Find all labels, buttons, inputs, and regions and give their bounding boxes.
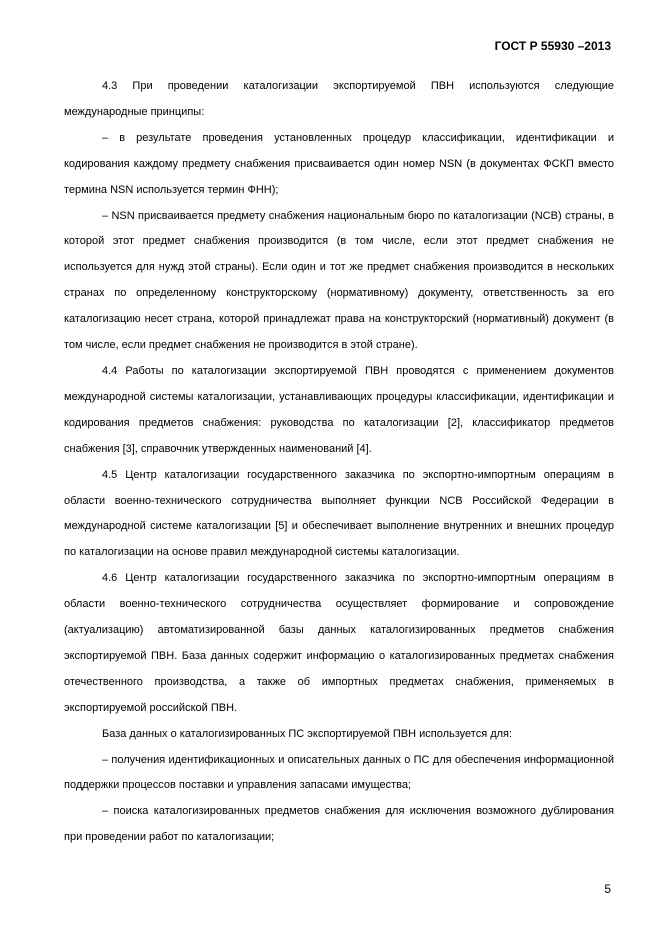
list-item: – получения идентификационных и описательных данных о ПС для обеспечения информационной поддержки процессов поставки и управления запасами имущества; (64, 753, 614, 792)
paragraph-database-usage: База данных о каталогизированных ПС экспортируемой ПВН используется для: (102, 727, 513, 740)
document-body (64, 74, 614, 851)
paragraph-4-4: 4.4 Работы по каталогизации экспортируемой ПВН проводятся с применением документов международной системы каталогизации, устанавливающих процедуры классификации, идентификации и кодирования предметов снабжения: руководства по каталогизации [2], классификатор предметов снабжения [3], справочник утвержденных наименований [4]. (64, 364, 614, 455)
page-number: 5 (604, 882, 611, 896)
document-header: ГОСТ Р 55930 –2013 (494, 39, 611, 53)
paragraph-4-5: 4.5 Центр каталогизации государственного заказчика по экспортно-импортным операциям в области военно-технического сотрудничества выполняет функции NCB Российской Федерации в международной системе каталогизации [5] и обеспечивает выполнение внутренних и внешних процедур по каталогизации на основе правил международной системы каталогизации. (64, 468, 614, 559)
list-item: – NSN присваивается предмету снабжения национальным бюро по каталогизации (NCB) страны, в которой этот предмет снабжения производится (в том числе, если этот предмет снабжения не используется для нужд этой страны). Если один и тот же предмет снабжения производится в нескольких странах по определенному конструкторскому (нормативному) документу, ответственность за его каталогизацию несет страна, которой принадлежат права на конструкторский (нормативный) документ (в том числе, если предмет снабжения не производится в этой стране). (64, 209, 614, 352)
list-item: – поиска каталогизированных предметов снабжения для исключения возможного дублирования при проведении работ по каталогизации; (64, 805, 614, 844)
paragraph-4-3: 4.3 При проведении каталогизации экспортируемой ПВН используются следующие международные принципы: (64, 80, 614, 118)
list-item: – в результате проведения установленных процедур классификации, идентификации и кодирования каждому предмету снабжения присваивается один номер NSN (в документах ФСКП вместо термина NSN используется термин ФНН); (64, 131, 614, 196)
paragraph-4-6: 4.6 Центр каталогизации государственного заказчика по экспортно-импортным операциям в области военно-технического сотрудничества осуществляет формирование и сопровождение (актуализацию) автоматизированной базы данных каталогизированных предметов снабжения экспортируемой ПВН. База данных содержит информацию о каталогизированных предметах снабжения отечественного производства, а также об импортных предметах снабжения, применяемых в экспортируемой российской ПВН. (64, 572, 614, 714)
